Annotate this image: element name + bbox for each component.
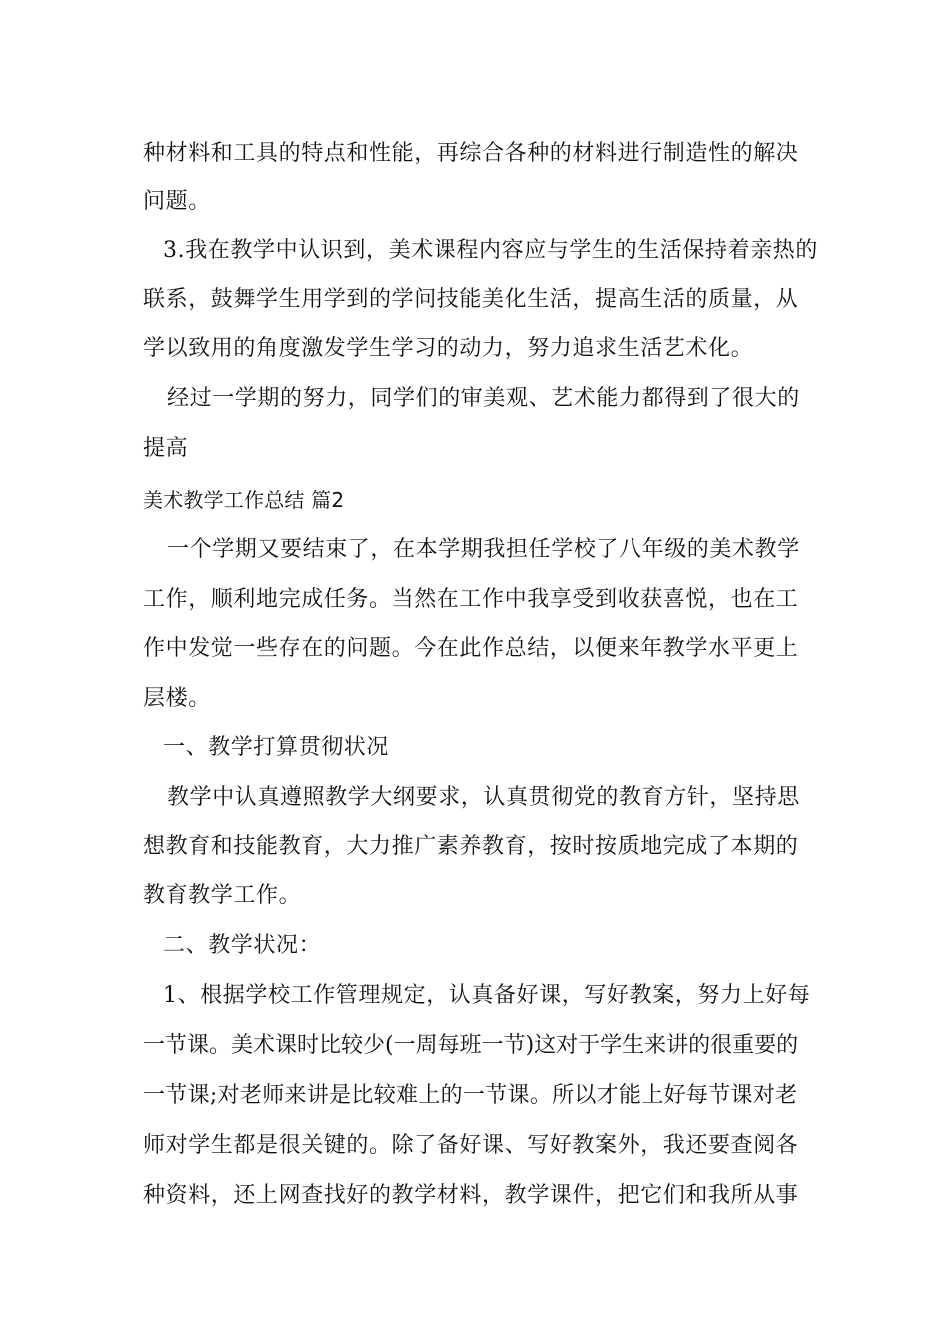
paragraph-line: 工作，顺利地完成任务。当然在工作中我享受到收获喜悦，也在工 [143, 587, 799, 612]
paragraph-line: 一节课;对老师来讲是比较难上的一节课。所以才能上好每节课对老 [143, 1083, 798, 1108]
paragraph-line: 经过一学期的努力，同学们的审美观、艺术能力都得到了很大的 [167, 386, 800, 411]
paragraph-line: 联系，鼓舞学生用学到的学问技能美化生活，提高生活的质量，从 [143, 287, 799, 312]
paragraph-line: 种资料，还上网查找好的教学材料，教学课件，把它们和我所从事 [143, 1183, 799, 1208]
paragraph-line: 一节课。美术课时比较少(一周每班一节)这对于学生来讲的很重要的 [143, 1033, 799, 1058]
paragraph-line: 3.我在教学中认识到，美术课程内容应与学生的生活保持着亲热的 [163, 238, 818, 263]
paragraph-line: 种材料和工具的特点和性能，再综合各种的材料进行制造性的解决 [143, 141, 799, 166]
subheading: 一、教学打算贯彻状况 [163, 735, 390, 760]
section-heading: 美术教学工作总结 篇2 [143, 488, 345, 512]
paragraph-line: 作中发觉一些存在的问题。今在此作总结，以便来年教学水平更上 [143, 636, 799, 661]
paragraph-line: 教学中认真遵照教学大纲要求，认真贯彻党的教育方针，坚持思 [167, 785, 800, 810]
paragraph-line: 1、根据学校工作管理规定，认真备好课，写好教案，努力上好每 [163, 983, 811, 1008]
paragraph-line: 问题。 [143, 189, 211, 214]
paragraph-line: 一个学期又要结束了，在本学期我担任学校了八年级的美术教学 [167, 537, 800, 562]
paragraph-line: 教育教学工作。 [143, 883, 302, 908]
subheading: 二、教学状况： [163, 933, 322, 958]
paragraph-line: 师对学生都是很关键的。除了备好课、写好教案外，我还要查阅各 [143, 1133, 799, 1158]
paragraph-line: 层楼。 [143, 686, 211, 711]
paragraph-line: 想教育和技能教育，大力推广素养教育，按时按质地完成了本期的 [143, 834, 799, 859]
paragraph-line: 提高 [143, 436, 189, 461]
paragraph-line: 学以致用的角度激发学生学习的动力，努力追求生活艺术化。 [143, 336, 754, 361]
